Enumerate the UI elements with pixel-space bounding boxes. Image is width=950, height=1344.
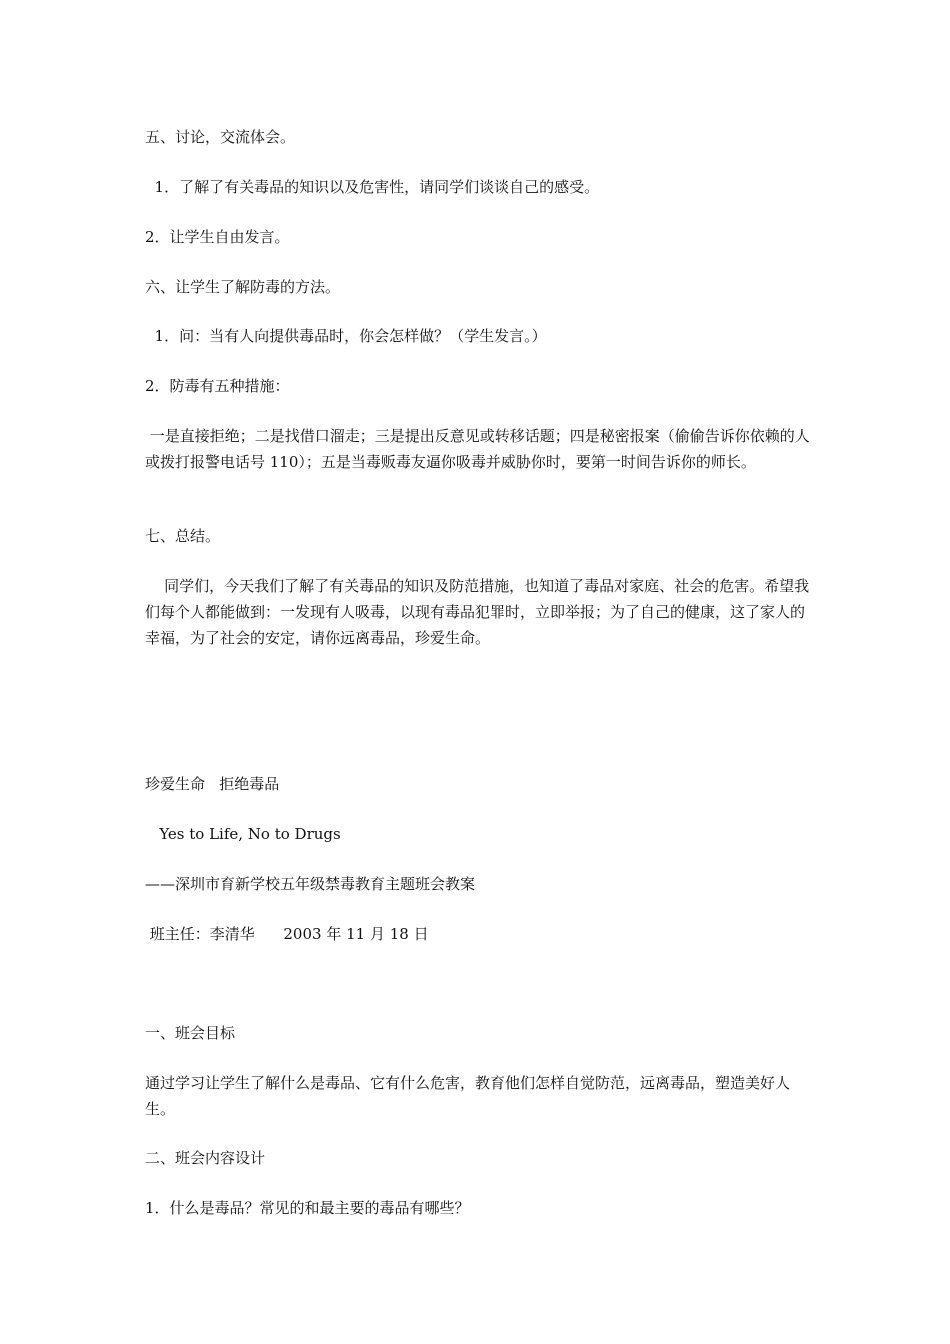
section-six-item-1: 1．问：当有人向提供毒品时，你会怎样做？（学生发言。） xyxy=(145,327,547,345)
section-five-heading: 五、讨论，交流体会。 xyxy=(145,128,296,146)
summary-paragraph: 同学们，今天我们了解了有关毒品的知识及防范措施，也知道了毒品对家庭、社会的危害。希望我们每个人都能做到：一发现有人吸毒，以现有毒品犯罪时，立即举报；为了自己的健康，这了家人的幸福，为了社会的安定，请你远离毒品，珍爱生命。 xyxy=(145,577,810,647)
teacher-and-date: 班主任：李清华 2003 年 11 月 18 日 xyxy=(145,925,429,943)
section-five-item-1: 1．了解了有关毒品的知识以及危害性，请同学们谈谈自己的感受。 xyxy=(145,178,600,196)
section-six-item-2: 2．防毒有五种措施： xyxy=(145,377,290,395)
section-two-item-1: 1．什么是毒品？常见的和最主要的毒品有哪些？ xyxy=(145,1199,470,1217)
section-one-heading: 一、班会目标 xyxy=(145,1024,236,1042)
section-five-item-2: 2．让学生自由发言。 xyxy=(145,228,290,246)
lesson-subtitle: ——深圳市育新学校五年级禁毒教育主题班会教案 xyxy=(145,875,476,893)
section-six-heading: 六、让学生了解防毒的方法。 xyxy=(145,278,341,296)
lesson-title-english: Yes to Life, No to Drugs xyxy=(145,825,341,843)
section-one-body: 通过学习让学生了解什么是毒品、它有什么危害，教育他们怎样自觉防范，远离毒品，塑造美好人生。 xyxy=(145,1074,791,1118)
section-two-heading: 二、班会内容设计 xyxy=(145,1149,266,1167)
lesson-title: 珍爱生命 拒绝毒品 xyxy=(145,775,280,793)
five-measures-paragraph: 一是直接拒绝；二是找借口溜走；三是提出反意见或转移话题；四是秘密报案（偷偷告诉你依赖的人或拨打报警电话号 110）；五是当毒贩毒友逼你吸毒并威胁你时，要第一时间告诉你的师长。 xyxy=(145,427,810,471)
section-seven-heading: 七、总结。 xyxy=(145,527,221,545)
